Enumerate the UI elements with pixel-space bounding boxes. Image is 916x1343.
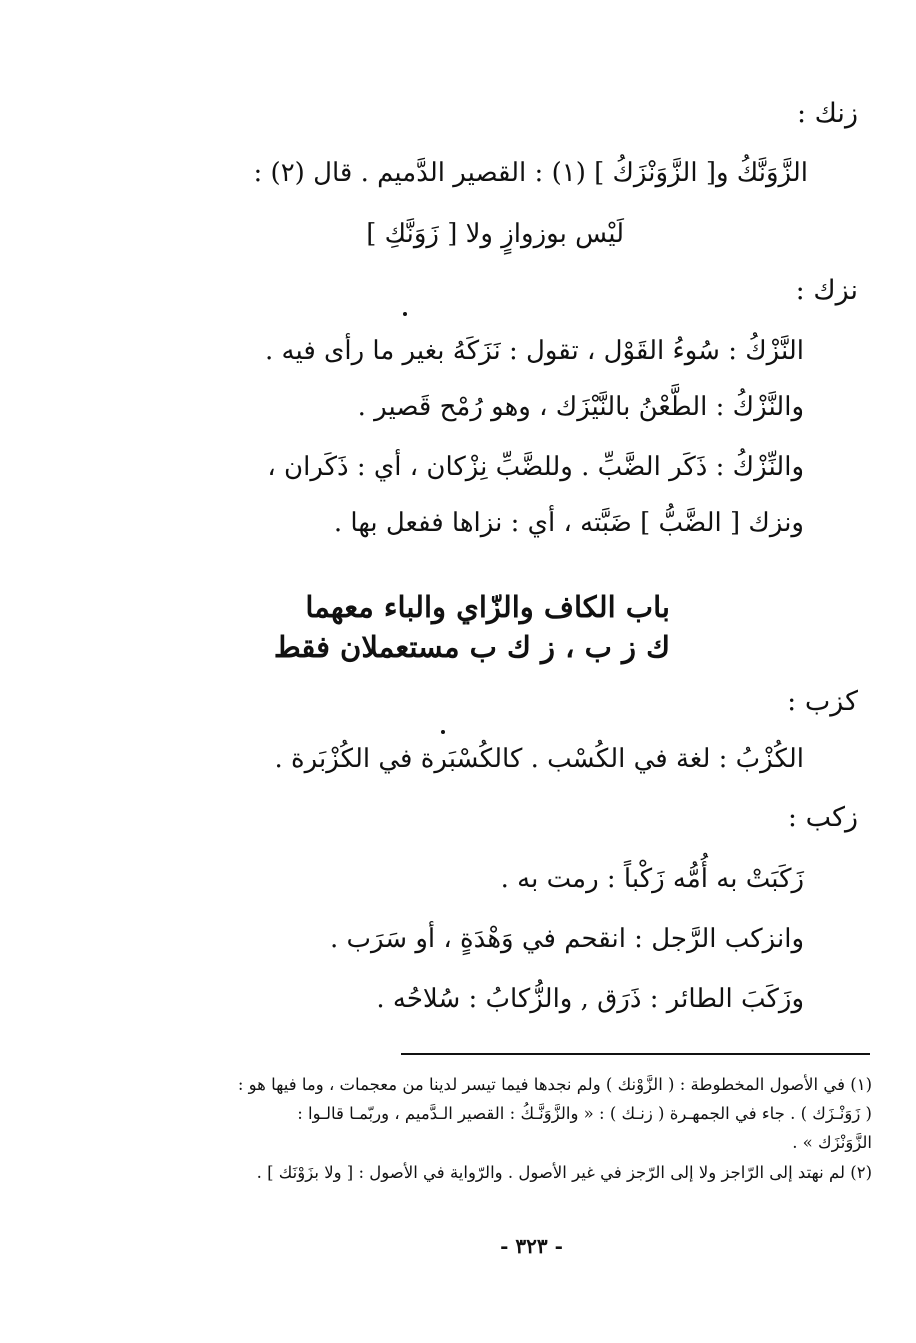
entry-line: والنَّزْكُ : الطَّعْنُ بالنَّيْزَك ، وهو رُمْح قَصير . — [357, 392, 804, 422]
entry-line: الكُزْبُ : لغة في الكُسْب . كالكُسْبَرة في الكُزْبَرة . — [274, 744, 804, 774]
section-title-line-1: باب الكاف والزّاي والباء معهما — [305, 590, 670, 624]
entry-heading-nzk: نزك : — [795, 275, 858, 306]
ink-dot — [441, 730, 445, 734]
entry-line: زَكَبَتْ به أُمُّه زَكْباً : رمت به . — [500, 864, 804, 894]
entry-line: ونزك [ الضَّبُّ ] ضَبَّته ، أي : نزاها ففعل بها . — [333, 508, 804, 538]
footnote-line: (١) في الأصول المخطوطة : ( الزَّوْنك ) ولم نجدها فيما تيسر لدينا من معجمات ، وما فيها هو : — [237, 1075, 872, 1094]
footnote-line: ( زَوَنْـزَك ) . جاء في الجمهـرة ( زنـك ) : « والزَّوَنَّـكُ : القصير الـدَّميم ، وربّمـا قالـوا : — [297, 1104, 872, 1123]
verse-line: لَيْس بوزوازٍ ولا [ زَوَنَّكِ ] — [366, 219, 624, 249]
entry-line: الزَّوَنَّكُ و[ الزَّوَنْزَكُ ] (١) : القصير الدَّميم . قال (٢) : — [253, 158, 808, 188]
footnote-line: (٢) لم نهتد إلى الرّاجز ولا إلى الرّجز في غير الأصول . والرّواية في الأصول : [ ولا بزَوْنَك ] . — [256, 1163, 872, 1182]
entry-line: وزَكَبَ الطائر : ذَرَق , والزُّكابُ : سُلاحُه . — [376, 984, 804, 1014]
entry-line: النَّزْكُ : سُوءُ القَوْل ، تقول : نَزَكَهُ بغير ما رأى فيه . — [265, 336, 804, 366]
entry-heading-znk: زنك : — [797, 98, 858, 129]
section-title-line-2: ك ز ب ، ز ك ب مستعملان فقط — [273, 630, 670, 664]
ink-dot — [403, 312, 407, 316]
footnote-divider — [401, 1053, 870, 1055]
page-number: - ٣٢٣ - — [500, 1234, 563, 1258]
entry-heading-kzb: كزب : — [787, 686, 858, 717]
entry-line: والنِّزْكُ : ذَكَر الضَّبِّ . وللضَّبِّ نِزْكان ، أي : ذَكَران ، — [267, 452, 804, 482]
entry-line: وانزكب الرَّجل : انقحم في وَهْدَةٍ ، أو سَرَب . — [329, 924, 804, 954]
footnote-line: الزَّوَنْزَك » . — [792, 1133, 872, 1152]
entry-heading-zkb: زكب : — [787, 802, 858, 833]
